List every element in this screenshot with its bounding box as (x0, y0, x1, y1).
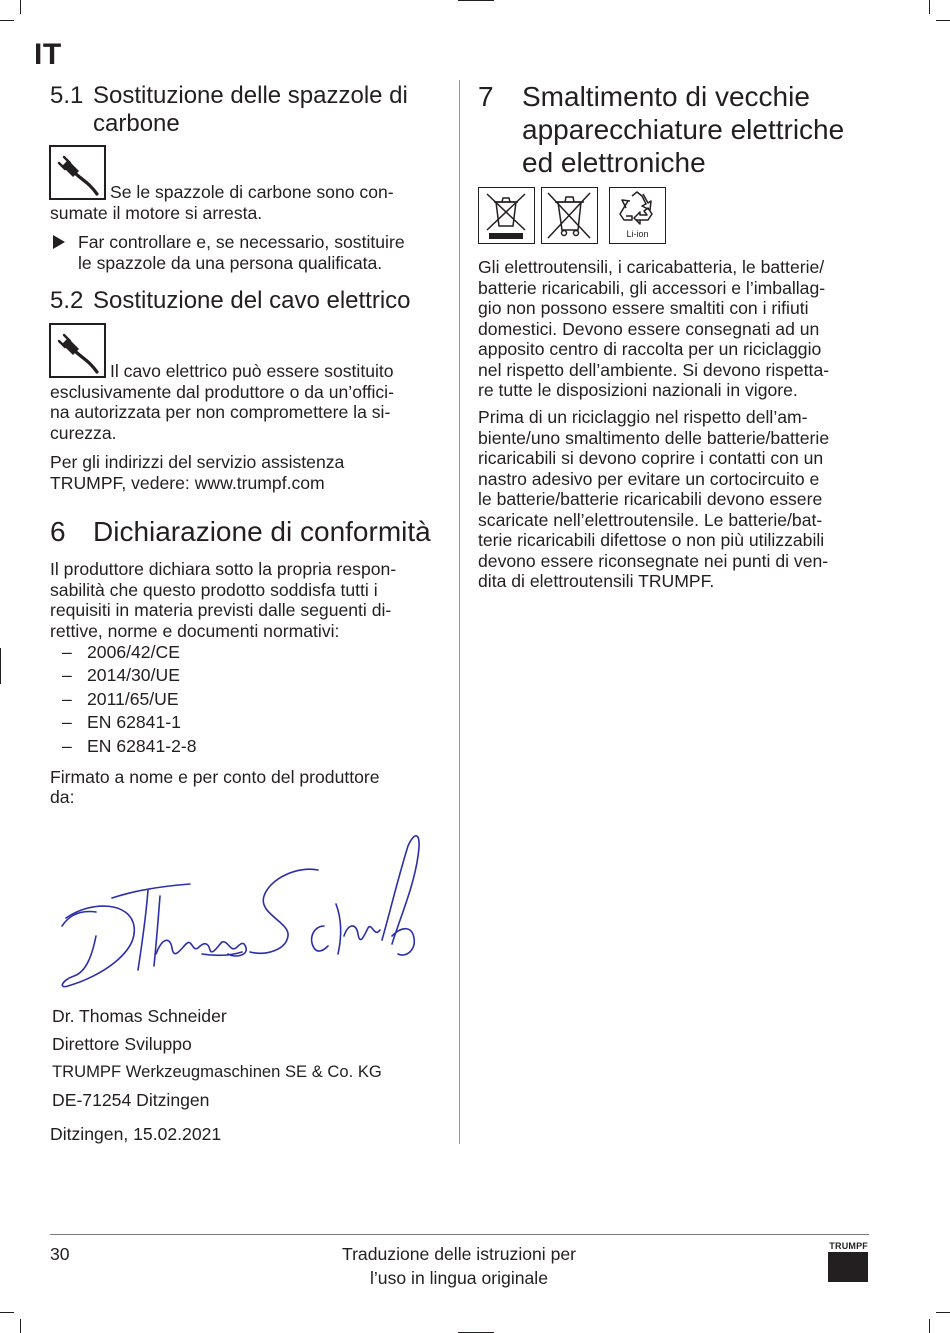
crop-mark (458, 0, 494, 1)
paragraph-line: sumate il motore si arresta. (50, 202, 263, 223)
paragraph-line: biente/uno smaltimento delle batterie/batterie (478, 427, 830, 448)
section-title-line: carbone (93, 110, 180, 137)
list-item (50, 688, 450, 711)
section-title-line: apparecchiature elettriche (522, 114, 845, 145)
paragraph-line: scaricate nell’elettroutensile. Le batterie/bat- (478, 509, 823, 530)
section-number: 5.1 (50, 82, 84, 109)
handwritten-signature (52, 826, 432, 996)
section-6-text (50, 559, 450, 808)
crop-mark (0, 1312, 14, 1313)
crop-mark (929, 1319, 930, 1333)
section-5-2-heading (50, 287, 450, 315)
brand-block (828, 1252, 868, 1282)
paragraph-line: TRUMPF, vedere: www.trumpf.com (50, 472, 325, 493)
crop-mark (929, 0, 930, 14)
section-5-1-text (50, 182, 450, 273)
language-code: IT (34, 38, 62, 71)
company-name: TRUMPF Werkzeugmaschinen SE & Co. KG (52, 1062, 382, 1081)
list-item-text: 2011/65/UE (87, 688, 179, 709)
section-7-paragraph-1 (478, 257, 898, 401)
list-item-text: 2014/30/UE (87, 665, 180, 686)
paragraph-line: dita di elettroutensili TRUMPF. (478, 571, 715, 591)
list-dash: – (62, 665, 72, 686)
trumpf-logo (828, 1241, 868, 1282)
list-dash: – (62, 688, 72, 709)
section-title: Dichiarazione di conformità (93, 516, 431, 547)
signature-date: Ditzingen, 15.02.2021 (50, 1124, 222, 1144)
footer-caption-line: l’uso in lingua originale (369, 1268, 548, 1288)
li-ion-label: Li-ion (626, 229, 649, 239)
paragraph-line: le batterie/batterie ricaricabili devono essere (478, 489, 823, 509)
list-item-text: EN 62841-1 (87, 712, 181, 733)
crossed-wheelie-bin-icon (541, 187, 598, 244)
page-number: 30 (50, 1244, 70, 1264)
footer-caption (309, 1242, 609, 1290)
list-item-text: 2006/42/CE (87, 642, 180, 662)
crop-mark (936, 20, 950, 21)
signer-role: Direttore Sviluppo (52, 1034, 192, 1054)
section-number: 7 (478, 81, 494, 112)
paragraph-line: apposito centro di raccolta per un riciclaggio (478, 339, 822, 359)
company-address: DE-71254 Ditzingen (52, 1090, 210, 1110)
paragraph-line: Firmato a nome e per conto del produttore (50, 766, 380, 787)
paragraph-line: re tutte le disposizioni nazionali in vigore. (478, 380, 798, 400)
paragraph-line: gio non possono essere smaltiti con i rifiuti (478, 298, 809, 318)
paragraph-line: na autorizzata per non compromettere la si- (50, 402, 391, 422)
paragraph-line: ricaricabili si devono coprire i contatti con un (478, 448, 824, 468)
list-item-text: EN 62841-2-8 (87, 735, 197, 756)
paragraph-line: Per gli indirizzi del servizio assistenza (50, 452, 345, 472)
crossed-bin-bar-icon (478, 187, 535, 244)
paragraph-line: requisiti in materia previsti dalle seguenti di- (50, 600, 392, 620)
list-dash: – (62, 712, 72, 733)
footer-rule (50, 1234, 869, 1235)
section-5-1-heading (50, 82, 450, 138)
signer-block (52, 1004, 452, 1116)
section-title: Sostituzione del cavo elettrico (93, 287, 411, 314)
paragraph-line: nastro adesivo per evitare un cortocircuito e (478, 468, 820, 489)
list-item (50, 735, 450, 758)
bullet-text-line: le spazzole da una persona qualificata. (78, 252, 383, 273)
section-title-line: Sostituzione delle spazzole di (93, 82, 408, 109)
section-number: 5.2 (50, 287, 84, 314)
paragraph-line: domestici. Devono essere consegnati ad un (478, 318, 820, 339)
column-divider (459, 80, 460, 1144)
section-title-line: ed elettroniche (522, 147, 706, 178)
paragraph-line: Se le spazzole di carbone sono con- (110, 182, 394, 202)
paragraph-line: Il produttore dichiara sotto la propria respon- (50, 559, 397, 579)
list-dash: – (62, 642, 72, 662)
paragraph-line: curezza. (50, 422, 117, 443)
paragraph-line: terie ricaricabili difettose o non più utilizzabili (478, 530, 825, 550)
crop-mark (20, 1319, 21, 1333)
section-6-heading (50, 515, 450, 548)
paragraph-line: da: (50, 787, 75, 808)
crop-mark (936, 1312, 950, 1313)
paragraph-line: devono essere riconsegnate nei punti di ven- (478, 550, 829, 571)
footer-caption-line: Traduzione delle istruzioni per (341, 1244, 577, 1264)
list-dash: – (62, 735, 72, 756)
paragraph-line: Prima di un riciclaggio nel rispetto dell’am- (478, 407, 808, 427)
directive-list (50, 641, 450, 758)
section-5-2-text (50, 361, 450, 493)
paragraph-line: Il cavo elettrico può essere sostituito (110, 361, 394, 381)
paragraph-line: batterie ricaricabili, gli accessori e l’imballag- (478, 277, 826, 298)
section-title-line: Smaltimento di vecchie (522, 81, 810, 112)
brand-wordmark: TRUMPF (829, 1241, 868, 1251)
paragraph-line: Gli elettroutensili, i caricabatteria, le batterie/ (478, 257, 825, 277)
recycle-li-ion-icon (609, 187, 666, 244)
bullet-item (50, 232, 450, 273)
paragraph-line: esclusivamente dal produttore o da un’offici- (50, 381, 394, 402)
section-7-heading (478, 80, 898, 179)
list-item (50, 711, 450, 734)
crop-mark (0, 648, 1, 684)
crop-mark (20, 0, 21, 14)
crop-mark (0, 20, 14, 21)
paragraph-line: rettive, norme e documenti normativi: (50, 620, 340, 641)
section-7-paragraph-2 (478, 407, 898, 592)
bullet-triangle-icon (52, 232, 66, 255)
paragraph-line: sabilità che questo prodotto soddisfa tutti i (50, 579, 378, 600)
signer-name: Dr. Thomas Schneider (52, 1006, 227, 1026)
paragraph-line: nel rispetto dell’ambiente. Si devono rispetta- (478, 359, 830, 380)
bullet-text-line: Far controllare e, se necessario, sostituire (78, 232, 405, 252)
section-number: 6 (50, 516, 66, 547)
list-item (50, 664, 450, 687)
list-item (50, 641, 450, 664)
